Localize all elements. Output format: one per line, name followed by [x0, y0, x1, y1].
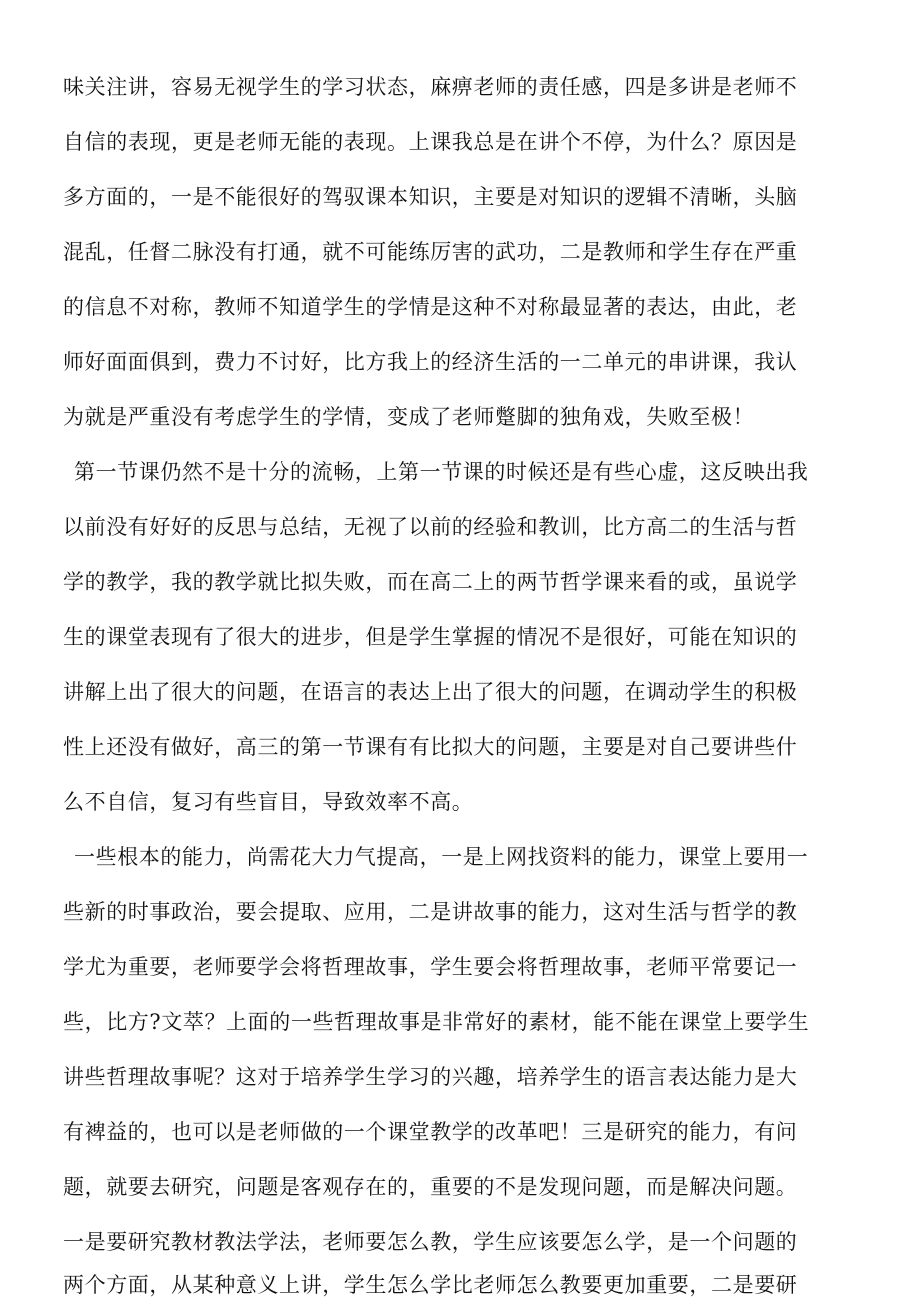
- text-line: 讲解上出了很大的问题，在语言的表达上出了很大的问题，在调动学生的积极: [63, 680, 798, 704]
- text-line: 的信息不对称，教师不知道学生的学情是这种不对称最显著的表达，由此，老: [63, 295, 798, 319]
- text-line: 讲些哲理故事呢？这对于培养学生学习的兴趣，培养学生的语言表达能力是大: [63, 1065, 798, 1089]
- text-line: 自信的表现，更是老师无能的表现。上课我总是在讲个不停，为什么？原因是: [63, 130, 798, 154]
- text-line: 题，就要去研究，问题是客观存在的，重要的不是发现问题，而是解决问题。: [63, 1175, 798, 1199]
- text-line: 性上还没有做好，高三的第一节课有有比拟大的问题，主要是对自己要讲些什: [63, 735, 798, 759]
- text-line: 生的课堂表现有了很大的进步，但是学生掌握的情况不是很好，可能在知识的: [63, 625, 798, 649]
- paragraph-start-line: 一些根本的能力，尚需花大力气提高，一是上网找资料的能力，课堂上要用一: [74, 845, 809, 869]
- text-line: 学的教学，我的教学就比拟失败，而在高二上的两节哲学课来看的或，虽说学: [63, 570, 798, 594]
- text-line: 有裨益的，也可以是老师做的一个课堂教学的改革吧！三是研究的能力，有问: [63, 1120, 798, 1144]
- text-line: 么不自信，复习有些盲目，导致效率不高。: [63, 790, 474, 814]
- paragraph-start-line: 第一节课仍然不是十分的流畅，上第一节课的时候还是有些心虚，这反映出我: [74, 460, 809, 484]
- text-line: 一是要研究教材教法学法，老师要怎么教，学生应该要怎么学，是一个问题的: [63, 1230, 798, 1254]
- text-line: 些，比方?文萃？上面的一些哲理故事是非常好的素材，能不能在课堂上要学生: [63, 1010, 810, 1034]
- text-line: 混乱，任督二脉没有打通，就不可能练厉害的武功，二是教师和学生存在严重: [63, 240, 798, 264]
- text-line: 多方面的，一是不能很好的驾驭课本知识，主要是对知识的逻辑不清晰，头脑: [63, 185, 798, 209]
- text-line: 学尤为重要，老师要学会将哲理故事，学生要会将哲理故事，老师平常要记一: [63, 955, 798, 979]
- text-line: 为就是严重没有考虑学生的学情，变成了老师蹩脚的独角戏，失败至极！: [63, 405, 755, 429]
- text-line: 以前没有好好的反思与总结，无视了以前的经验和教训，比方高二的生活与哲: [63, 515, 798, 539]
- text-line: 师好面面俱到，费力不讨好，比方我上的经济生活的一二单元的串讲课，我认: [63, 350, 798, 374]
- text-line: 些新的时事政治，要会提取、应用，二是讲故事的能力，这对生活与哲学的教: [63, 900, 798, 924]
- text-line: 两个方面，从某种意义上讲，学生怎么学比老师怎么教要更加重要，二是要研: [63, 1273, 798, 1297]
- text-line: 味关注讲，容易无视学生的学习状态，麻痹老师的责任感，四是多讲是老师不: [63, 75, 798, 99]
